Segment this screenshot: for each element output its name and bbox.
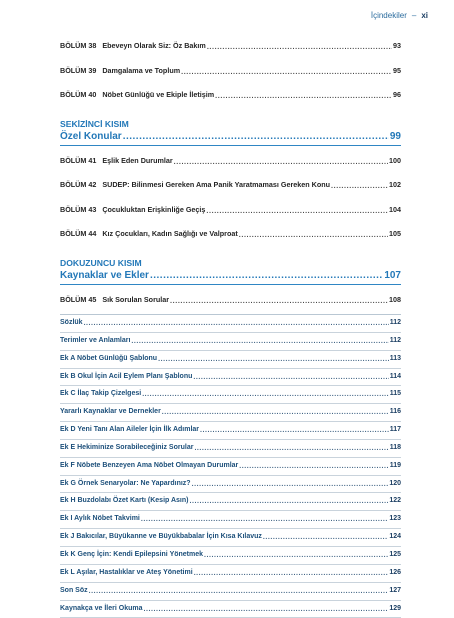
toc-entry-appendix[interactable]	[60, 511, 401, 529]
part-title: Kaynaklar ve Ekler	[60, 269, 149, 283]
chapter-number: BÖLÜM 44	[60, 222, 96, 247]
dot-leader	[89, 587, 389, 596]
appendix-title: Ek K Genç İçin: Kendi Epilepsini Yönetmek	[60, 547, 203, 564]
dot-leader	[123, 131, 389, 143]
appendix-page: 114	[390, 369, 401, 386]
appendix-title: Ek J Bakıcılar, Büyükanne ve Büyükbabalar İçin Kısa Kılavuz	[60, 529, 262, 546]
toc-entry-chapter-39[interactable]	[60, 59, 401, 84]
dot-leader	[193, 373, 388, 382]
toc-entry-chapter-41[interactable]	[60, 149, 401, 174]
chapter-list-top	[60, 34, 401, 108]
appendix-page: 119	[390, 458, 401, 475]
chapter-title: Sık Sorulan Sorular	[102, 288, 169, 313]
chapter-title: SUDEP: Bilinmesi Gereken Ama Panik Yaratmaması Gereken Konu	[102, 173, 330, 198]
chapter-page: 102	[389, 173, 401, 198]
running-head-section: İçindekiler	[371, 11, 407, 20]
running-head	[371, 11, 428, 20]
appendix-title: Ek F Nöbete Benzeyen Ama Nöbet Olmayan Durumlar	[60, 458, 238, 475]
appendix-page: 125	[389, 547, 401, 564]
appendix-title: Kaynakça ve İleri Okuma	[60, 601, 143, 618]
toc-entry-appendix[interactable]	[60, 404, 401, 422]
chapter-title: Damgalama ve Toplum	[102, 59, 180, 84]
chapter-title: Çocukluktan Erişkinliğe Geçiş	[102, 198, 205, 223]
toc-entry-appendix[interactable]	[60, 440, 401, 458]
dot-leader	[206, 206, 388, 216]
dot-leader	[158, 355, 389, 364]
chapter-number: BÖLÜM 41	[60, 149, 96, 174]
toc-entry-appendix[interactable]	[60, 493, 401, 511]
chapter-title: Eşlik Eden Durumlar	[102, 149, 172, 174]
dot-leader	[181, 67, 392, 77]
appendix-title: Ek G Örnek Senaryolar: Ne Yapardınız?	[60, 476, 191, 493]
chapter-title: Nöbet Günlüğü ve Ekiple İletişim	[102, 83, 214, 108]
chapter-page: 104	[389, 198, 401, 223]
chapter-number: BÖLÜM 42	[60, 173, 96, 198]
appendix-page: 126	[389, 565, 401, 582]
appendix-page: 112	[390, 315, 401, 332]
dot-leader	[162, 408, 389, 417]
toc-entry-appendix[interactable]	[60, 386, 401, 404]
appendix-list	[60, 314, 401, 618]
part-9-section	[60, 257, 401, 313]
part-label: SEKİZİNCİ KISIM	[60, 118, 401, 130]
toc-entry-appendix[interactable]	[60, 458, 401, 476]
dot-leader	[200, 426, 389, 435]
toc-entry-appendix[interactable]	[60, 422, 401, 440]
toc-entry-chapter-44[interactable]	[60, 222, 401, 247]
dot-leader	[239, 230, 388, 240]
chapter-page: 100	[389, 149, 401, 174]
toc-entry-chapter-43[interactable]	[60, 198, 401, 223]
part-page: 107	[384, 269, 401, 283]
page-number: xi	[421, 11, 428, 20]
running-head-separator: –	[412, 11, 416, 20]
part-heading[interactable]	[60, 269, 401, 285]
appendix-page: 122	[389, 493, 401, 510]
appendix-title: Son Söz	[60, 583, 88, 600]
appendix-title: Sözlük	[60, 315, 83, 332]
chapter-page: 108	[389, 288, 401, 313]
toc-entry-appendix[interactable]	[60, 583, 401, 601]
part-8-section	[60, 118, 401, 247]
appendix-page: 124	[389, 529, 401, 546]
chapter-number: BÖLÜM 45	[60, 288, 96, 313]
appendix-page: 115	[390, 386, 401, 403]
chapter-number: BÖLÜM 40	[60, 83, 96, 108]
chapter-title: Kız Çocukları, Kadın Sağlığı ve Valproat	[102, 222, 237, 247]
toc-entry-appendix[interactable]	[60, 529, 401, 547]
chapter-list	[60, 288, 401, 313]
appendix-page: 116	[390, 404, 401, 421]
appendix-title: Terimler ve Anlamları	[60, 333, 130, 350]
chapter-list	[60, 149, 401, 247]
dot-leader	[194, 444, 388, 453]
dot-leader	[189, 497, 388, 506]
toc-entry-appendix[interactable]	[60, 369, 401, 387]
chapter-title: Ebeveyn Olarak Siz: Öz Bakım	[102, 34, 205, 59]
appendix-page: 118	[390, 440, 401, 457]
appendix-page: 113	[390, 351, 401, 368]
dot-leader	[207, 42, 392, 52]
dot-leader	[192, 480, 389, 489]
dot-leader	[194, 569, 389, 578]
toc-entry-chapter-38[interactable]	[60, 34, 401, 59]
toc-entry-appendix[interactable]	[60, 351, 401, 369]
dot-leader	[141, 515, 388, 524]
toc-entry-chapter-40[interactable]	[60, 83, 401, 108]
appendix-title: Yararlı Kaynaklar ve Dernekler	[60, 404, 161, 421]
appendix-title: Ek A Nöbet Günlüğü Şablonu	[60, 351, 157, 368]
appendix-page: 127	[389, 583, 401, 600]
toc-entry-chapter-42[interactable]	[60, 173, 401, 198]
dot-leader	[174, 157, 388, 167]
appendix-page: 129	[389, 601, 401, 618]
chapter-number: BÖLÜM 43	[60, 198, 96, 223]
dot-leader	[131, 337, 388, 346]
toc-entry-appendix[interactable]	[60, 315, 401, 333]
appendix-title: Ek D Yeni Tanı Alan Aileler İçin İlk Adımlar	[60, 422, 199, 439]
toc-entry-appendix[interactable]	[60, 476, 401, 494]
part-page: 99	[390, 130, 401, 144]
appendix-title: Ek I Aylık Nöbet Takvimi	[60, 511, 140, 528]
part-title: Özel Konular	[60, 130, 122, 144]
chapter-page: 96	[393, 83, 401, 108]
chapter-page: 105	[389, 222, 401, 247]
appendix-title: Ek B Okul İçin Acil Eylem Planı Şablonu	[60, 369, 192, 386]
chapter-page: 95	[393, 59, 401, 84]
toc-entry-appendix[interactable]	[60, 601, 401, 618]
table-of-contents	[60, 34, 401, 618]
dot-leader	[239, 462, 388, 471]
dot-leader	[170, 296, 388, 306]
dot-leader	[331, 181, 388, 191]
appendix-page: 123	[389, 511, 401, 528]
appendix-page: 112	[390, 333, 401, 350]
toc-entry-chapter-45[interactable]	[60, 288, 401, 313]
part-label: DOKUZUNCU KISIM	[60, 257, 401, 269]
dot-leader	[263, 533, 388, 542]
toc-entry-appendix[interactable]	[60, 547, 401, 565]
dot-leader	[142, 390, 389, 399]
appendix-title: Ek C İlaç Takip Çizelgesi	[60, 386, 141, 403]
appendix-title: Ek H Buzdolabı Özet Kartı (Kesip Asın)	[60, 493, 188, 510]
dot-leader	[144, 605, 389, 614]
dot-leader	[204, 551, 388, 560]
appendix-page: 117	[390, 422, 401, 439]
dot-leader	[150, 270, 383, 282]
chapter-number: BÖLÜM 38	[60, 34, 96, 59]
toc-entry-appendix[interactable]	[60, 333, 401, 351]
part-heading[interactable]	[60, 130, 401, 146]
appendix-page: 120	[389, 476, 401, 493]
dot-leader	[84, 319, 389, 328]
appendix-title: Ek E Hekiminize Sorabileceğiniz Sorular	[60, 440, 193, 457]
toc-entry-appendix[interactable]	[60, 565, 401, 583]
appendix-title: Ek L Aşılar, Hastalıklar ve Ateş Yönetimi	[60, 565, 193, 582]
chapter-page: 93	[393, 34, 401, 59]
chapter-number: BÖLÜM 39	[60, 59, 96, 84]
dot-leader	[215, 91, 392, 101]
